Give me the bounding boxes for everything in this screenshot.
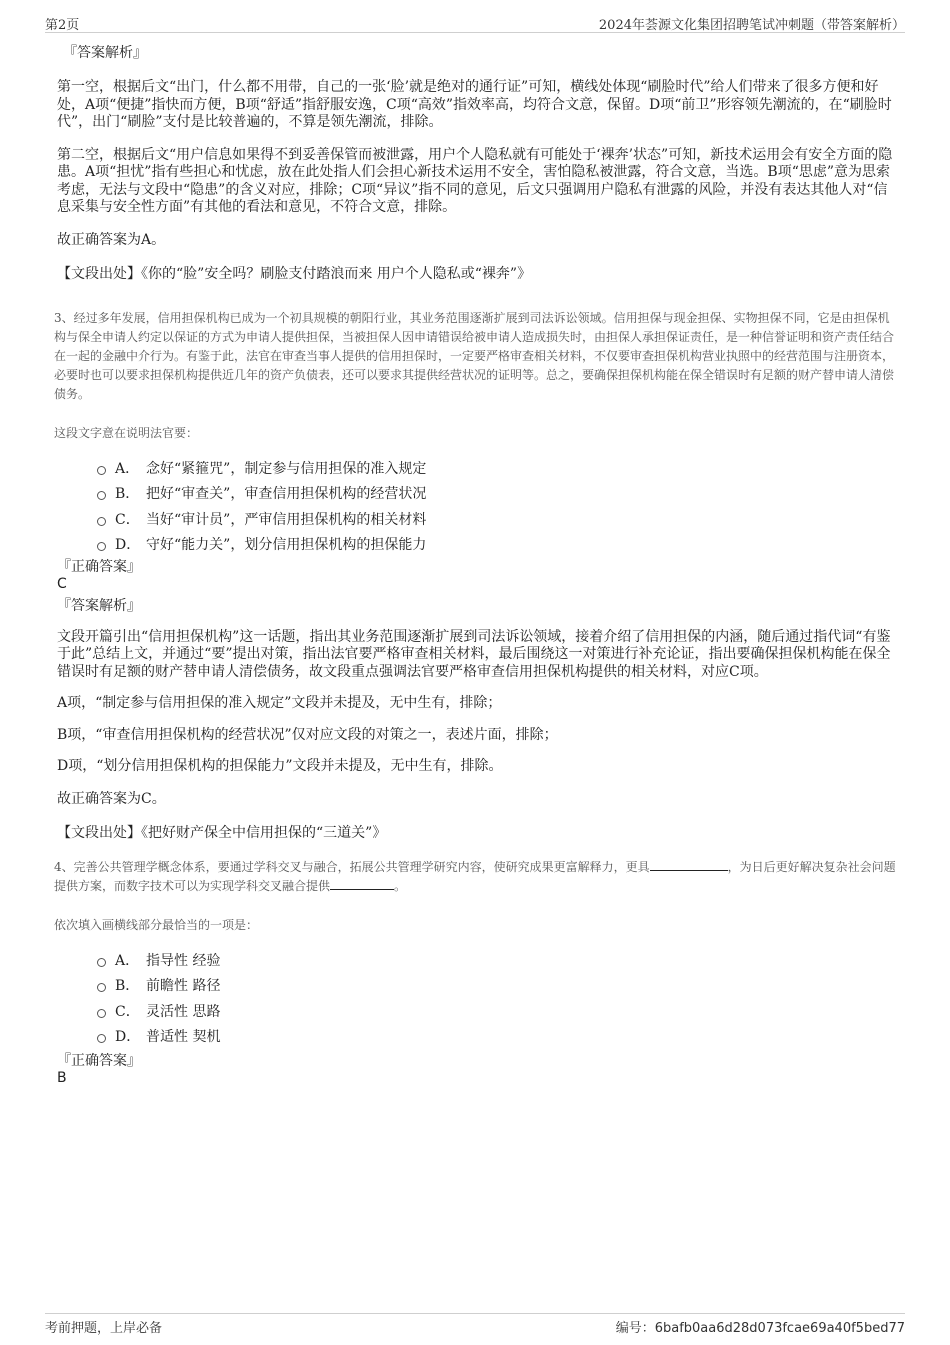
radio-button-icon[interactable] [97, 1009, 106, 1018]
footer-serial [616, 1317, 905, 1336]
option-letter: A． [115, 460, 140, 477]
option-text: 当好“审计员”，严审信用担保机构的相关材料 [146, 511, 427, 528]
q3-option-b[interactable] [57, 484, 900, 510]
q4-correct-answer: B [57, 1069, 67, 1086]
q3-analysis-option-b: B项，“审查信用担保机构的经营状况”仅对应文段的对策之一，表述片面，排除； [57, 726, 558, 743]
option-letter: C． [115, 511, 140, 528]
q4-stem-part-3: 。 [394, 878, 407, 893]
option-letter: D． [115, 1029, 141, 1045]
option-letter: C． [115, 1003, 140, 1020]
q2-analysis-paragraph-1: 第一空，根据后文“出门，什么都不用带，自己的一张‘脸’就是绝对的通行证”可知，横线处体现“刷脸时代”给人们带来了很多方便和好处，A项“便捷”指快而方便，B项“舒适”指舒服安逸，C项“高效”指效率高，均符合文意，保留。D项“前卫”形容领先潮流的，在“刷脸时代”，出门“刷脸”支付是比较普遍的，不算是领先潮流，排除。 [57, 79, 892, 130]
q2-analysis-paragraph-2: 第二空，根据后文“用户信息如果得不到妥善保管而被泄露，用户个人隐私就有可能处于‘裸奔’状态”可知，新技术运用会有安全方面的隐患。A项“担忧”指有些担心和忧虑，放在此处指人们会担心新技术运用不安全，害怕隐私被泄露，符合文意，当选。B项“思虑”意为思索考虑，无法与文段中“隐患”的含义对应，排除；C项“异议”指不同的意见，后文只强调用户隐私有泄露的风险，并没有表达其他人对“信息采集与安全性方面”有其他的看法和意见，不符合文意，排除。 [57, 146, 893, 215]
option-letter: B． [115, 978, 140, 994]
fill-blank-2 [330, 877, 394, 890]
q3-source: 【文段出处】《把好财产保全中信用担保的“三道关”》 [57, 825, 387, 841]
q2-source: 【文段出处】《你的“脸”安全吗？刷脸支付踏浪而来 用户个人隐私或“裸奔”》 [57, 266, 532, 282]
option-text: 前瞻性 路径 [146, 978, 221, 994]
radio-button-icon[interactable] [97, 491, 106, 500]
q3-analysis-label: 『答案解析』 [57, 597, 141, 614]
option-text: 普适性 契机 [146, 1029, 221, 1045]
q3-stem: 3、经过多年发展，信用担保机构已成为一个初具规模的朝阳行业，其业务范围逐渐扩展到司法诉讼领域。信用担保与现金担保、实物担保不同，它是由担保机构与保全申请人约定以保证的方式为申请人提供担保，当被担保人因申请错误给被申请人造成损失时，由担保人承担保证责任，是一种信誉证明和资产责任结合在一起的金融中介行为。有鉴于此，法官在审查当事人提供的信用担保时，一定要严格审查相关材料，不仅要审查担保机构营业执照中的经营范围与注册资本，必要时也可以要求担保机构提供近几年的资产负债表，还可以要求其提供经营状况的证明等。总之，要确保担保机构能在保全错误时有足额的财产替申请人清偿债务。 [54, 310, 895, 401]
radio-button-icon[interactable] [97, 958, 106, 967]
q2-analysis-label: 『答案解析』 [63, 45, 147, 61]
q2-conclusion: 故正确答案为A。 [57, 231, 166, 248]
radio-button-icon[interactable] [97, 466, 106, 475]
q4-options [57, 951, 900, 1053]
q4-stem [54, 858, 900, 896]
radio-button-icon[interactable] [97, 1034, 106, 1043]
radio-button-icon[interactable] [97, 983, 106, 992]
page-footer [45, 1313, 905, 1338]
q3-correct-answer: C [57, 575, 67, 592]
q4-option-b[interactable] [57, 976, 900, 1002]
option-letter: A． [115, 952, 140, 969]
q4-prompt: 依次填入画横线部分最恰当的一项是： [54, 917, 259, 932]
q3-analysis-paragraph: 文段开篇引出“信用担保机构”这一话题，指出其业务范围逐渐扩展到司法诉讼领域，接着介绍了信用担保的内涵，随后通过指代词“有鉴于此”总结上文，并通过“要”提出对策，指出法官要严格审查相关材料，最后围绕这一对策进行补充论证，指出要确保担保机构能在保全错误时有足额的财产替申请人清偿债务，故文段重点强调法官要严格审查信用担保机构提供的相关材料，对应C项。 [57, 628, 891, 680]
page-number: 第2页 [45, 18, 80, 33]
q4-stem-part-1: 4、完善公共管理学概念体系，要通过学科交叉与融合，拓展公共管理学研究内容，使研究成果更富解释力，更具 [54, 859, 650, 874]
q3-analysis-option-d: D项，“划分信用担保机构的担保能力”文段并未提及，无中生有，排除。 [57, 758, 503, 774]
q3-option-a[interactable] [57, 459, 900, 485]
serial-label: 编号： [615, 1321, 655, 1336]
option-text: 指导性 经验 [146, 952, 221, 969]
q3-analysis-option-a: A项，“制定参与信用担保的准入规定”文段并未提及，无中生有，排除； [57, 695, 502, 711]
option-text: 灵活性 思路 [146, 1003, 221, 1020]
q4-option-c[interactable] [57, 1002, 900, 1028]
option-letter: D． [115, 537, 141, 553]
option-letter: B． [115, 486, 140, 502]
q3-option-c[interactable] [57, 510, 900, 536]
radio-button-icon[interactable] [97, 517, 106, 526]
page-content [54, 44, 900, 1087]
page-header [45, 12, 905, 33]
q3-option-d[interactable] [57, 535, 900, 561]
footer-slogan: 考前押题，上岸必备 [45, 1321, 163, 1336]
option-text: 把好“审查关”，审查信用担保机构的经营状况 [146, 486, 427, 502]
q4-stem-part-2: ，为日后更好解决复杂社会问题提供方案，而数字技术可以为实现学科交叉融合提供 [54, 859, 896, 893]
fill-blank-1 [650, 858, 728, 871]
q3-prompt: 这段文字意在说明法官要： [54, 425, 199, 440]
q3-correct-label: 『正确答案』 [57, 558, 141, 575]
radio-button-icon[interactable] [97, 542, 106, 551]
serial-value: 6bafb0aa6d28d073fcae69a40f5bed77 [654, 1321, 905, 1336]
option-text: 守好“能力关”，划分信用担保机构的担保能力 [146, 537, 427, 553]
q3-options [57, 459, 900, 561]
q3-conclusion: 故正确答案为C。 [57, 790, 166, 807]
q4-option-d[interactable] [57, 1027, 900, 1053]
document-title: 2024年荟源文化集团招聘笔试冲刺题（带答案解析） [598, 18, 905, 33]
q4-correct-label: 『正确答案』 [57, 1052, 141, 1069]
q4-option-a[interactable] [57, 951, 900, 977]
option-text: 念好“紧箍咒”，制定参与信用担保的准入规定 [146, 460, 427, 477]
